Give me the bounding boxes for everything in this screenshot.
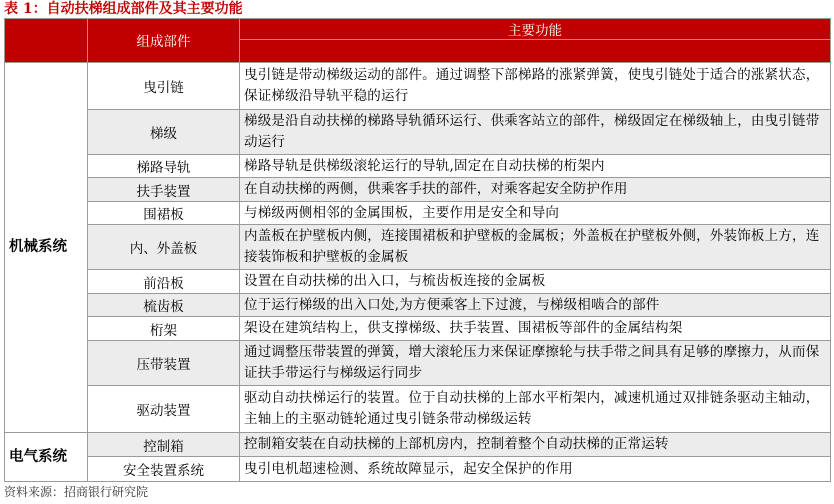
- part-name: 安全装置系统: [88, 457, 240, 482]
- table-row: [5, 457, 831, 482]
- part-name: 梯级: [88, 109, 240, 154]
- part-name: 前沿板: [88, 270, 240, 294]
- part-name: 桁架: [88, 317, 240, 341]
- part-name: 梯路导轨: [88, 154, 240, 178]
- part-function: 设置在自动扶梯的出入口，与梳齿板连接的金属板: [240, 270, 831, 294]
- part-function: 驱动自动扶梯运行的装置。位于自动扶梯的上部水平桁架内，减速机通过双排链条驱动主轴动，主轴上的主驱动链轮通过曳引链条带动梯级运转: [240, 385, 831, 432]
- part-function: 与梯级两侧相邻的金属围板，主要作用是安全和导向: [240, 201, 831, 225]
- part-name: 梳齿板: [88, 293, 240, 317]
- part-function: 曳引电机超速检测、系统故障显示，起安全保护的作用: [240, 457, 831, 482]
- table-row: [5, 432, 831, 457]
- table-row: [5, 385, 831, 432]
- part-function: 在自动扶梯的两侧，供乘客手扶的部件，对乘客起安全防护作用: [240, 178, 831, 202]
- table-row: [5, 340, 831, 385]
- part-name: 控制箱: [88, 432, 240, 457]
- header-functions: 主要功能: [240, 19, 831, 40]
- part-name: 压带装置: [88, 340, 240, 385]
- table-row: [5, 201, 831, 225]
- system-label-mechanical: 机械系统: [5, 62, 88, 432]
- part-name: 围裙板: [88, 201, 240, 225]
- part-name: 驱动装置: [88, 385, 240, 432]
- part-function: 梯路导轨是供梯级滚轮运行的导轨,固定在自动扶梯的桁架内: [240, 154, 831, 178]
- part-function: 梯级是沿自动扶梯的梯路导轨循环运行、供乘客站立的部件，梯级固定在梯级轴上，由曳引链带动运行: [240, 109, 831, 154]
- table-row: [5, 293, 831, 317]
- components-table: [4, 18, 831, 482]
- table-row: [5, 225, 831, 270]
- table-row: [5, 109, 831, 154]
- part-function: 内盖板在护壁板内侧，连接围裙板和护壁板的金属板；外盖板在护壁板外侧，外装饰板上方，连接装饰板和护壁板的金属板: [240, 225, 831, 270]
- part-name: 扶手装置: [88, 178, 240, 202]
- table-row: [5, 317, 831, 341]
- part-function: 架设在建筑结构上，供支撑梯级、扶手装置、围裙板等部件的金属结构架: [240, 317, 831, 341]
- table-row: [5, 178, 831, 202]
- part-name: 曳引链: [88, 62, 240, 109]
- header-functions-extension: [240, 40, 831, 62]
- table-title: 表 1：自动扶梯组成部件及其主要功能: [4, 1, 243, 17]
- part-function: 控制箱安装在自动扶梯的上部机房内，控制着整个自动扶梯的正常运转: [240, 432, 831, 457]
- part-function: 曳引链是带动梯级运动的部件。通过调整下部梯路的涨紧弹簧，使曳引链处于适合的涨紧状态，保证梯级沿导轨平稳的运行: [240, 62, 831, 109]
- source-note: 资料来源：招商银行研究院: [4, 485, 149, 499]
- table-row: [5, 270, 831, 294]
- part-function: 通过调整压带装置的弹簧，增大滚轮压力来保证摩擦轮与扶手带之间具有足够的摩擦力，从而保证扶手带运行与梯级运行同步: [240, 340, 831, 385]
- header-corner: [5, 19, 88, 63]
- system-label-electrical: 电气系统: [5, 432, 88, 481]
- part-function: 位于运行梯级的出入口处,为方便乘客上下过渡，与梯级相啮合的部件: [240, 293, 831, 317]
- part-name: 内、外盖板: [88, 225, 240, 270]
- table-row: [5, 62, 831, 109]
- table-row: [5, 154, 831, 178]
- header-parts: 组成部件: [88, 19, 240, 63]
